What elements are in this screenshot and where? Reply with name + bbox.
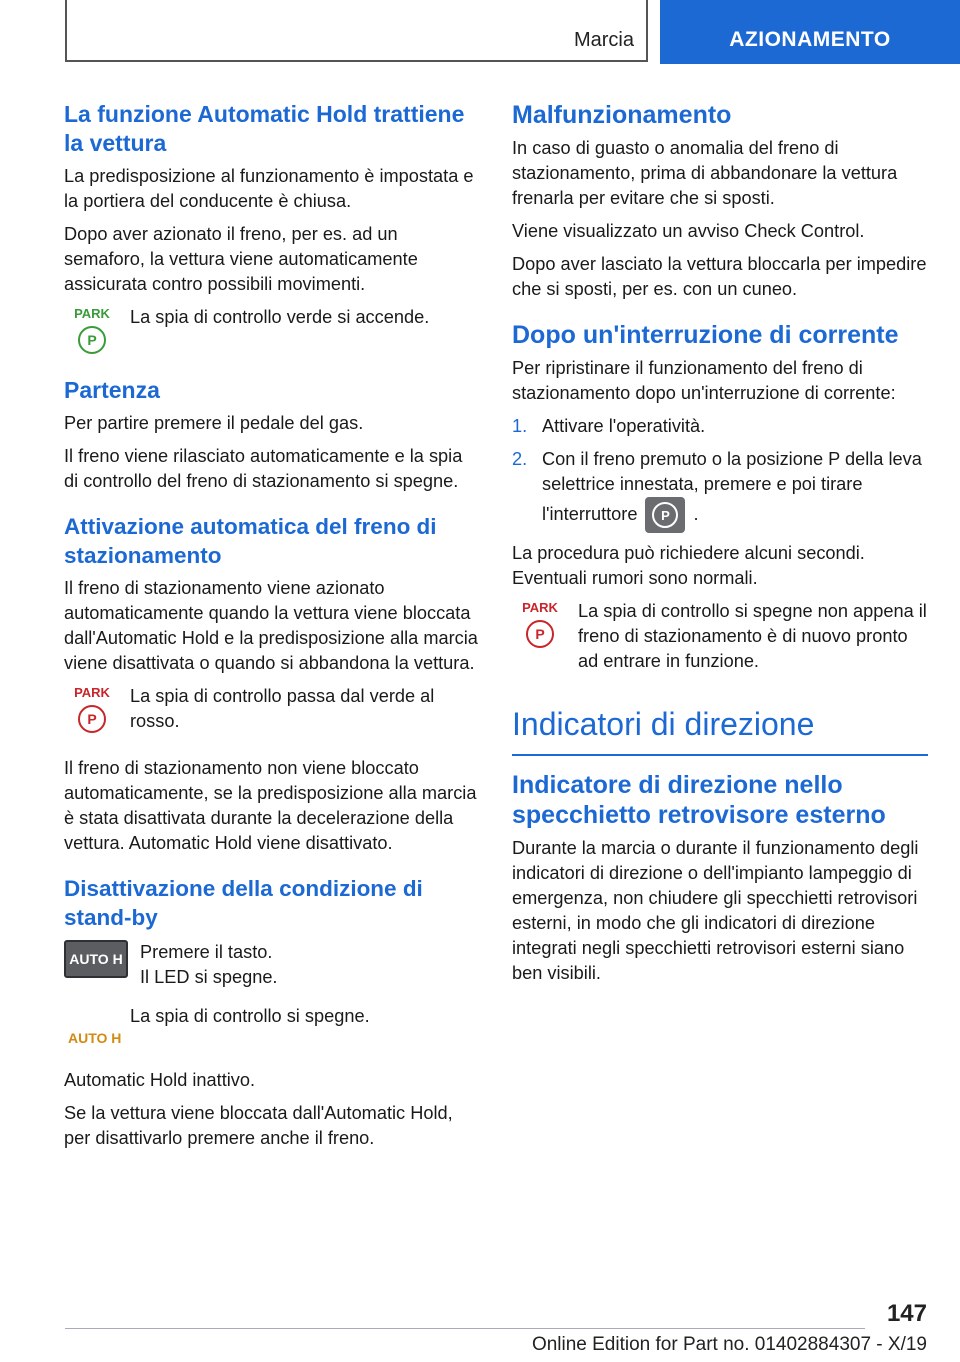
list-item: 1. Attivare l'operatività. bbox=[512, 416, 706, 436]
partenza-p2: Il freno viene rilasciato automaticamente e la spia di controllo del freno di stazionamento si spegne. bbox=[64, 446, 463, 491]
park-red-icon: PARK P bbox=[512, 601, 568, 648]
header-section: Marcia bbox=[573, 29, 634, 51]
corrente-lamp-text: La spia di controllo si spegne non appena il freno di stazionamento è di nuovo pronto ad entrare in funzione. bbox=[578, 601, 927, 671]
section-disattivazione bbox=[64, 874, 478, 1151]
auto-hold-title: La funzione Automatic Hold trattiene la vettura bbox=[64, 101, 465, 156]
section-partenza bbox=[64, 376, 478, 494]
auto-hold-p2: Dopo aver azionato il freno, per es. ad un semaforo, la vettura viene automaticamente assicurata contro possibili movimenti. bbox=[64, 224, 418, 294]
parking-brake-switch-icon: P bbox=[645, 497, 685, 533]
indicatori-p1: Durante la marcia o durante il funzionamento degli indicatori di direzione o dell'impianto lampeggio di emergenza, non chiudere gli specchietti retrovisori esterni, in modo che gli indicatori di direzione integrati negli specchietti retrovisori esterni siano ben visibili. bbox=[512, 838, 919, 983]
partenza-p1: Per partire premere il pedale del gas. bbox=[64, 413, 364, 433]
section-malfunzionamento bbox=[512, 100, 928, 302]
auto-h-button-icon: AUTO H bbox=[64, 940, 128, 978]
disattivazione-p2: Se la vettura viene bloccata dall'Automatic Hold, per disattivarlo premere anche il freno. bbox=[64, 1103, 453, 1148]
page-number: 147 bbox=[886, 1300, 927, 1327]
disattivazione-title: Disattivazione della condizione di stand-by bbox=[64, 876, 423, 930]
section-attivazione bbox=[64, 512, 478, 856]
section-corrente bbox=[512, 320, 928, 674]
section-auto-hold bbox=[64, 100, 478, 354]
corrente-p1: Per ripristinare il funzionamento del freno di stazionamento dopo un'interruzione di corrente: bbox=[512, 358, 896, 403]
footer-edition: Online Edition for Part no. 01402884307 - X/19 bbox=[531, 1334, 927, 1355]
attivazione-p1: Il freno di stazionamento viene azionato automaticamente quando la vettura viene bloccata dall'Automatic Hold e la predisposizione alla marcia viene disattivata o quando si abbandona la vettura. bbox=[64, 578, 478, 673]
auto-h-lamp-row bbox=[64, 1004, 478, 1046]
corrente-steps bbox=[512, 414, 928, 533]
indicatori-heading: Indicatori di direzione bbox=[512, 704, 928, 756]
partenza-title: Partenza bbox=[64, 377, 160, 403]
disattivazione-lamp-text: La spia di controllo si spegne. bbox=[130, 1006, 370, 1026]
attivazione-lamp-row bbox=[64, 684, 478, 734]
header-section-box bbox=[65, 0, 648, 62]
attivazione-lamp-text: La spia di controllo passa dal verde al rosso. bbox=[130, 686, 435, 731]
malfunzionamento-p1: In caso di guasto o anomalia del freno di stazionamento, prima di abbandonare la vettura frenarla per evitare che si sposti. bbox=[512, 138, 898, 208]
left-column bbox=[64, 100, 478, 1169]
malfunzionamento-p3: Dopo aver lasciato la vettura bloccarla per impedire che si sposti, per es. con un cuneo. bbox=[512, 254, 927, 299]
corrente-lamp-row bbox=[512, 599, 928, 674]
auto-hold-lamp-row bbox=[64, 305, 478, 354]
disattivazione-p1: Automatic Hold inattivo. bbox=[64, 1070, 256, 1090]
section-indicatori bbox=[512, 770, 928, 986]
park-red-icon: PARK P bbox=[64, 686, 120, 733]
malfunzionamento-title: Malfunzionamento bbox=[512, 101, 732, 129]
malfunzionamento-p2: Viene visualizzato un avviso Check Control. bbox=[512, 221, 865, 241]
auto-hold-lamp-text: La spia di controllo verde si accende. bbox=[130, 307, 430, 327]
corrente-p2: La procedura può richiedere alcuni secondi. Eventuali rumori sono normali. bbox=[512, 543, 865, 588]
corrente-title: Dopo un'interruzione di corrente bbox=[512, 321, 899, 349]
auto-h-button-row bbox=[64, 940, 478, 990]
footer-divider bbox=[65, 1328, 865, 1329]
auto-hold-p1: La predisposizione al funzionamento è impostata e la portiera del conducente è chiusa. bbox=[64, 166, 474, 211]
attivazione-title: Attivazione automatica del freno di stazionamento bbox=[64, 514, 437, 568]
header-chapter-tab bbox=[660, 0, 960, 64]
right-column bbox=[512, 100, 928, 1004]
attivazione-p2: Il freno di stazionamento non viene bloccato automaticamente, se la predisposizione alla marcia è stata disattivata durante la decelerazione della vettura. Automatic Hold viene disattivato. bbox=[64, 758, 477, 853]
disattivazione-btn-text2: Il LED si spegne. bbox=[140, 967, 278, 987]
auto-h-lamp-icon: AUTO H bbox=[68, 1030, 122, 1046]
header-chapter: AZIONAMENTO bbox=[729, 28, 891, 51]
disattivazione-btn-text1: Premere il tasto. bbox=[140, 942, 273, 962]
park-green-icon: PARK P bbox=[64, 307, 120, 354]
list-item: 2. Con il freno premuto o la posizione P della leva selettrice innestata, premere e poi tirare l'interruttore P . bbox=[512, 447, 928, 533]
indicatori-title: Indicatore di direzione nello specchietto retrovisore esterno bbox=[512, 771, 886, 829]
